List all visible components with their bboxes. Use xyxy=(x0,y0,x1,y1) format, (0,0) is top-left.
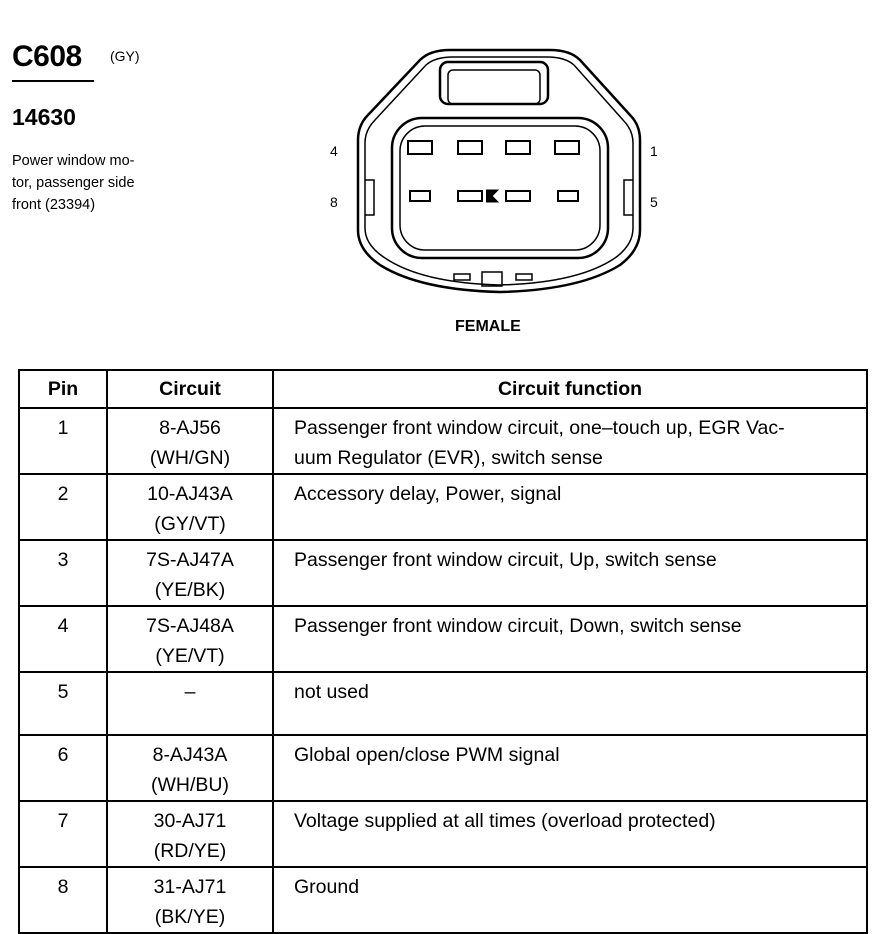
circuit-function: Accessory delay, Power, signal xyxy=(273,474,867,540)
circuit-id: 8-AJ43A xyxy=(152,744,228,766)
pin-label-8: 8 xyxy=(330,194,338,210)
terminal-2 xyxy=(506,141,530,154)
table-header-row xyxy=(19,370,867,408)
terminal-1 xyxy=(555,141,579,154)
polarizing-key xyxy=(486,190,498,202)
pin-number: 5 xyxy=(19,672,107,735)
wire-color: (WH/BU) xyxy=(151,774,229,796)
terminal-6 xyxy=(506,191,530,201)
terminal-7 xyxy=(458,191,482,201)
circuit-id: 7S-AJ48A xyxy=(146,615,234,637)
circuit-cell xyxy=(107,867,273,933)
pin-number: 3 xyxy=(19,540,107,606)
terminal-3 xyxy=(458,141,482,154)
table-row xyxy=(19,867,867,933)
pin-label-4: 4 xyxy=(330,143,338,159)
circuit-function: not used xyxy=(273,672,867,735)
wire-color: (WH/GN) xyxy=(149,447,231,469)
wire-color: (GY/VT) xyxy=(154,513,226,535)
wire-color: (YE/VT) xyxy=(155,645,225,667)
circuit-id: 30-AJ71 xyxy=(153,810,227,832)
table-row xyxy=(19,474,867,540)
circuit-cell xyxy=(107,474,273,540)
connector-code: C608 xyxy=(12,40,82,73)
pin-number: 7 xyxy=(19,801,107,867)
pin-number: 8 xyxy=(19,867,107,933)
pin-cavity xyxy=(392,118,608,258)
circuit-id: 8-AJ56 xyxy=(159,417,221,439)
wire-color: (YE/BK) xyxy=(154,579,226,601)
circuit-cell xyxy=(107,672,273,735)
description-text: Power window mo- tor, passenger side front (23394) xyxy=(12,153,135,213)
pin-label-5: 5 xyxy=(650,194,658,210)
pinout-table xyxy=(18,369,868,934)
circuit-cell xyxy=(107,540,273,606)
code-underline xyxy=(12,80,94,82)
circuit-cell xyxy=(107,606,273,672)
table-row xyxy=(19,606,867,672)
pin-number: 1 xyxy=(19,408,107,474)
connector-gender: FEMALE xyxy=(455,318,521,335)
terminal-4 xyxy=(408,141,432,154)
circuit-cell xyxy=(107,735,273,801)
table-row xyxy=(19,408,867,474)
terminal-8 xyxy=(410,191,430,201)
header-function: Circuit function xyxy=(273,370,867,408)
circuit-id: – xyxy=(184,681,196,703)
circuit-function: Passenger front window circuit, one–touch up, EGR Vac- uum Regulator (EVR), switch sense xyxy=(273,408,867,474)
circuit-id: 7S-AJ47A xyxy=(146,549,234,571)
circuit-function: Voltage supplied at all times (overload protected) xyxy=(273,801,867,867)
circuit-cell xyxy=(107,408,273,474)
header-circuit: Circuit xyxy=(107,370,273,408)
table-row xyxy=(19,735,867,801)
part-number: 14630 xyxy=(12,104,76,130)
header-pin: Pin xyxy=(19,370,107,408)
table-row xyxy=(19,801,867,867)
pin-label-1: 1 xyxy=(650,143,658,159)
latch xyxy=(440,62,548,104)
circuit-function: Passenger front window circuit, Down, switch sense xyxy=(273,606,867,672)
circuit-function: Passenger front window circuit, Up, switch sense xyxy=(273,540,867,606)
pin-number: 6 xyxy=(19,735,107,801)
connector-color: (GY) xyxy=(110,48,140,64)
connector-description xyxy=(12,150,172,216)
circuit-id: 10-AJ43A xyxy=(147,483,233,505)
circuit-function: Ground xyxy=(273,867,867,933)
table-row xyxy=(19,672,867,735)
circuit-cell xyxy=(107,801,273,867)
terminal-5 xyxy=(558,191,578,201)
circuit-function: Global open/close PWM signal xyxy=(273,735,867,801)
pin-number: 2 xyxy=(19,474,107,540)
connector-face-diagram xyxy=(350,40,650,300)
wire-color: (BK/YE) xyxy=(154,906,226,928)
wire-color: (RD/YE) xyxy=(153,840,227,862)
pin-number: 4 xyxy=(19,606,107,672)
circuit-id: 31-AJ71 xyxy=(153,876,227,898)
table-row xyxy=(19,540,867,606)
